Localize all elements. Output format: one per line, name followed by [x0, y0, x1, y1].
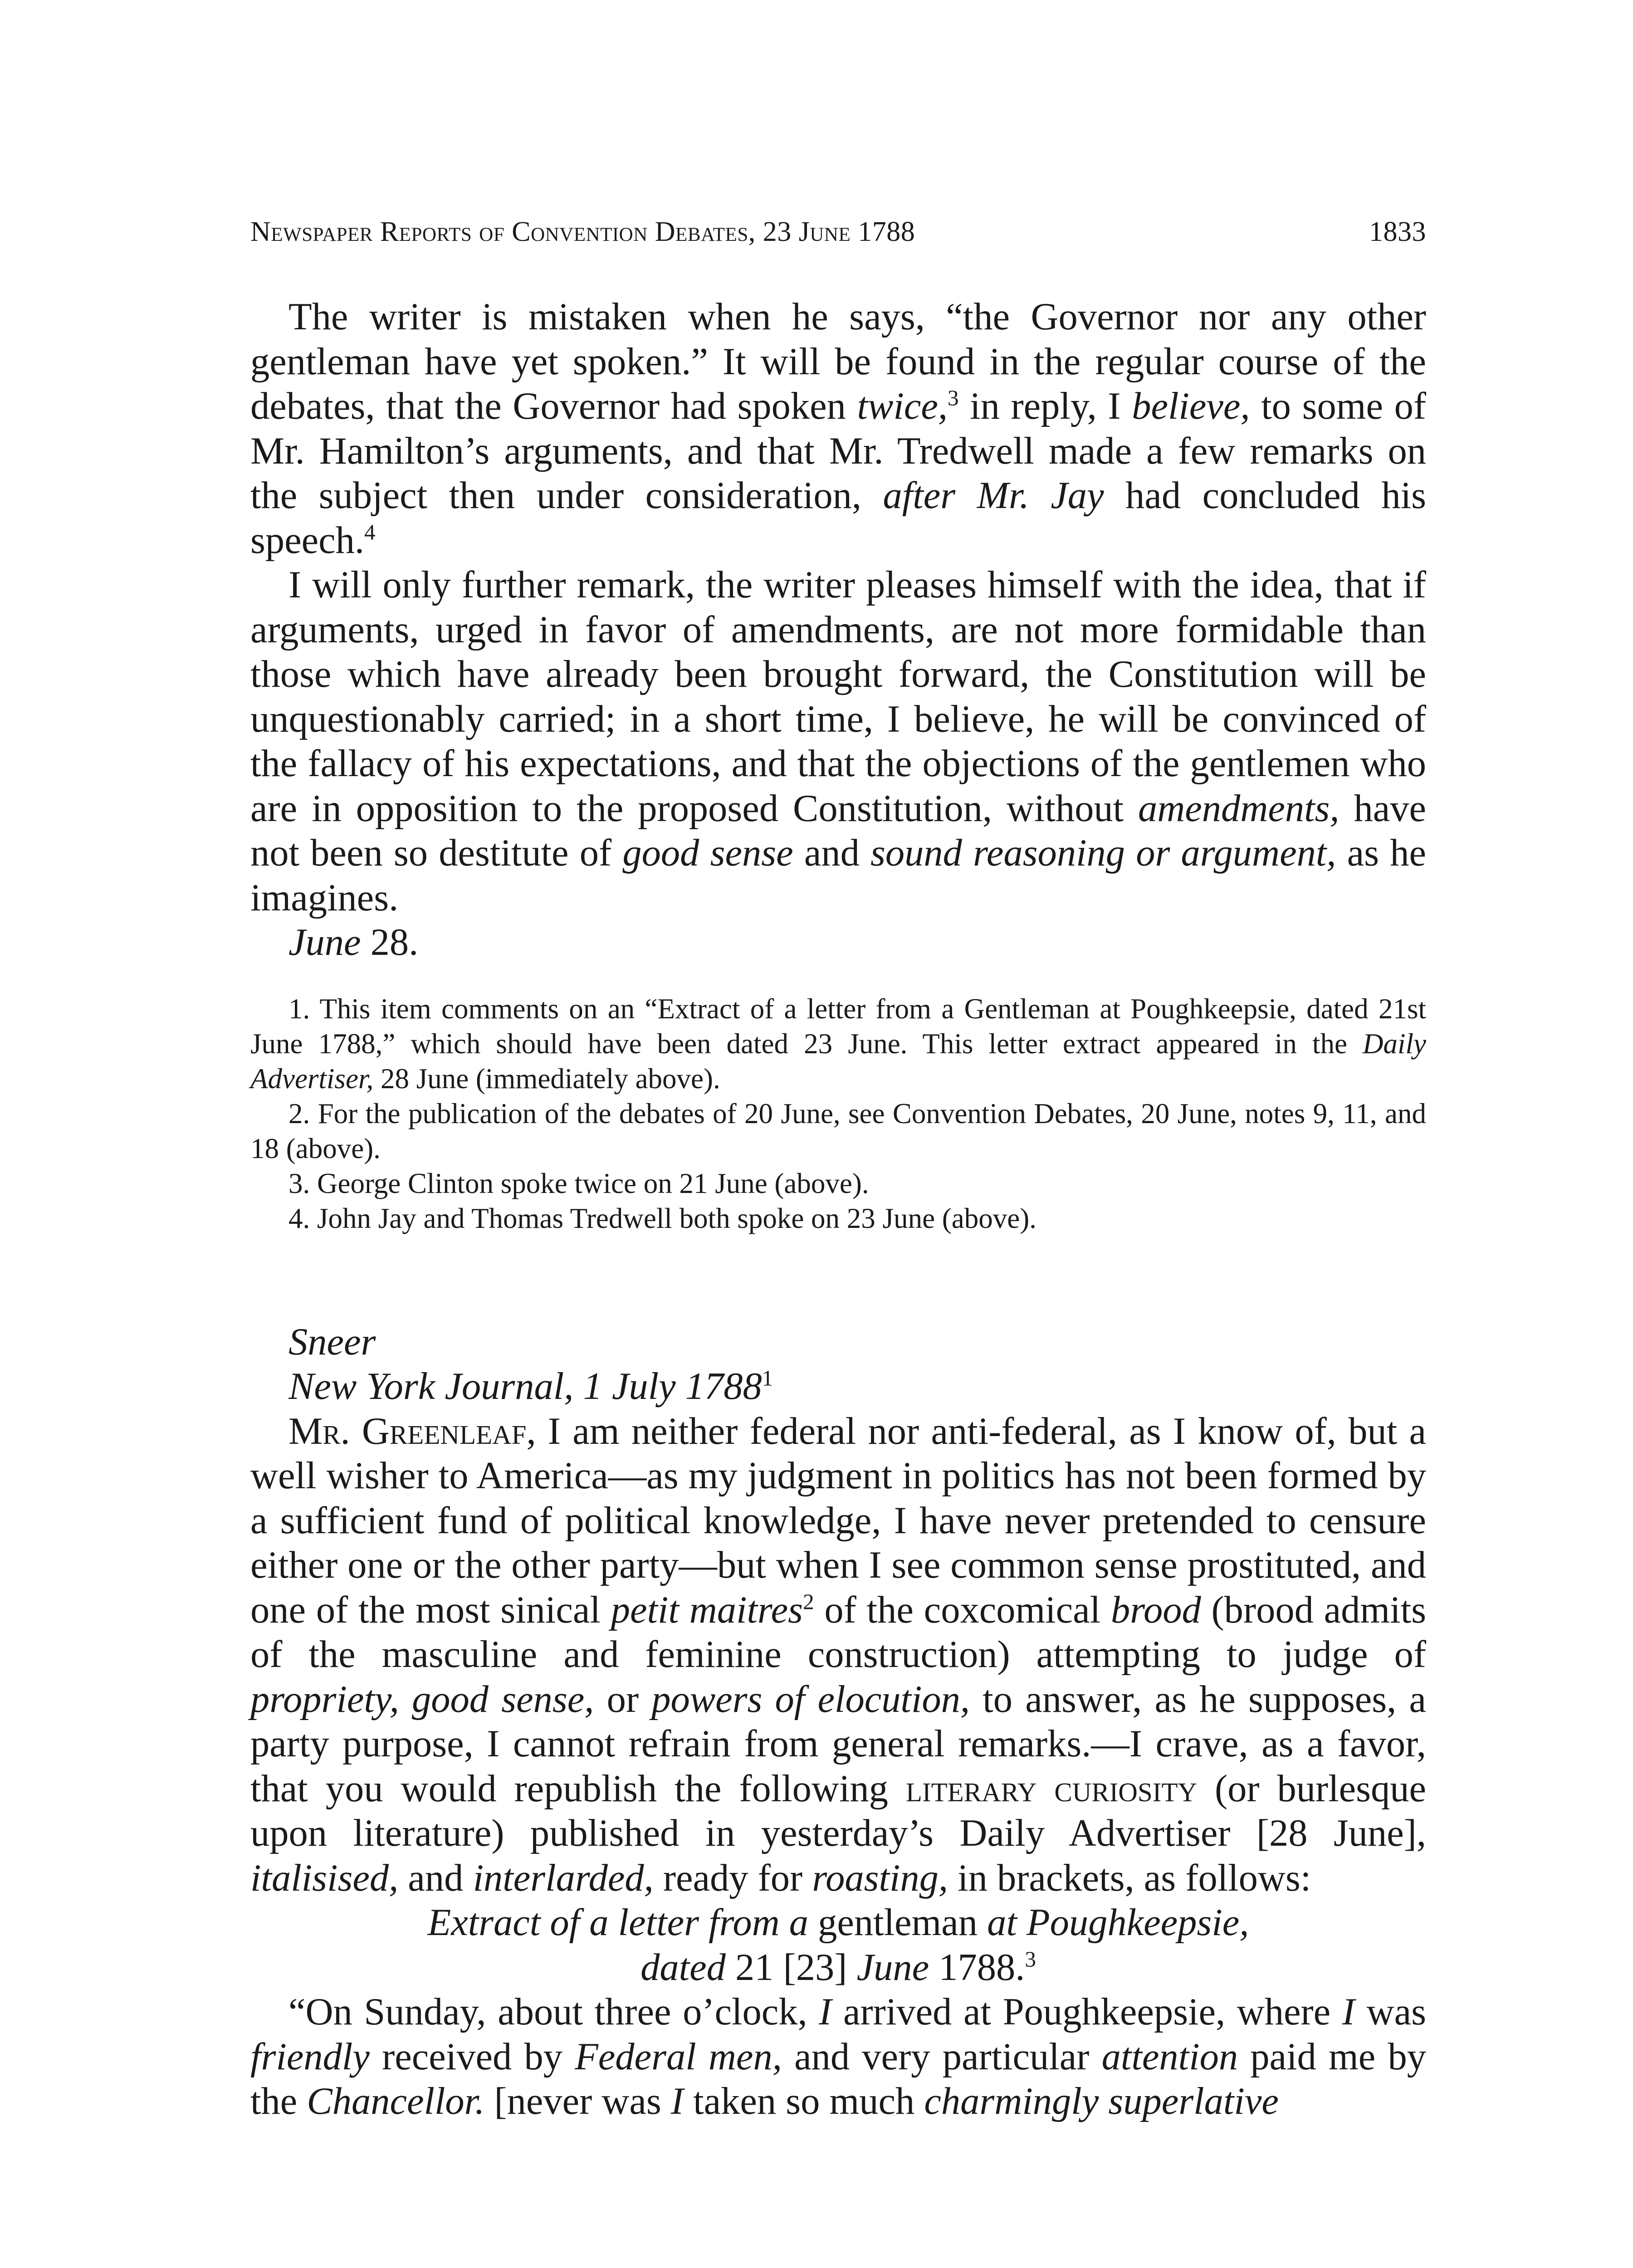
footnote-ref-3: 3 — [947, 385, 959, 411]
paragraph-extract: “On Sunday, about three o’clock, I arrived at Poughkeepsie, where I was friendly received by Federal men, and very particular attention paid me by the Chancellor. [never was I taken so much charmingly superlative — [250, 1991, 1427, 2122]
footnote-3: 3. George Clinton spoke twice on 21 June (above). — [288, 1167, 869, 1199]
footnote-4: 4. John Jay and Thomas Tredwell both spoke on 23 June (above). — [288, 1202, 1037, 1234]
footnote-ref-3b: 3 — [1025, 1946, 1036, 1972]
page-number: 1833 — [1369, 216, 1426, 247]
footnotes — [250, 992, 1426, 1236]
section-source: New York Journal, 1 July 1788$^1$ — [288, 1365, 773, 1408]
footnote-1: 1. This item comments on an “Extract of a letter from a Gentleman at Poughkeepsie, dated 21st June 1788,” which should have been dated 23 June. This letter extract appeared in the Daily Advertiser, 28 June (immediately above). — [250, 992, 1426, 1095]
running-title: Newspaper Reports of Convention Debates, 23 June 1788 — [250, 216, 915, 247]
paragraph-amendments: I will only further remark, the writer pleases himself with the idea, that if arguments, urged in favor of amendments, are not more formidable than those which have already been brought forward, the Constitution will be unquestionably carried; in a short time, I believe, he will be convinced of the fallacy of his expectations, and that the objections of the gentlemen who are in opposition to the proposed Constitution, without amendments, have not been so destitute of good sense and sound reasoning or argument, as he imagines. — [250, 564, 1427, 919]
paragraph-governor: The writer is mistaken when he says, “the Governor nor any other gentleman have yet spoken.” It will be found in the regular course of the debates, that the Governor had spoken twice,$^3$ in reply, I believe, to some of Mr. Hamilton’s arguments, and that Mr. Tredwell made a few remarks on the subject then under consideration, after Mr. Jay had concluded his speech.$^4$ — [250, 296, 1427, 562]
paragraph-greenleaf: Mr. Greenleaf, I am neither federal nor anti-federal, as I know of, but a well wisher to America—as my judgment in politics has not been formed by a sufficient fund of political knowledge, I have never pretended to censure either one or the other party—but when I see common sense prostituted, and one of the most sinical petit maitres$^2$ of the coxcomical brood (brood admits of the masculine and feminine construction) attempting to judge of propriety, good sense, or powers of elocution, to answer, as he supposes, a party purpose, I cannot refrain from general remarks.—I crave, as a favor, that you would republish the following literary curiosity (or burlesque upon literature) published in yesterday’s Daily Advertiser [28 June], italisised, and interlarded, ready for roasting, in brackets, as follows: — [250, 1410, 1427, 1899]
footnote-2: 2. For the publication of the debates of 20 June, see Convention Debates, 20 June, notes 9, 11, and 18 (above). — [250, 1097, 1426, 1164]
running-header — [250, 216, 1426, 248]
page-body — [250, 295, 1426, 2124]
extract-title: Extract of a letter from a gentleman at Poughkeepsie, — [427, 1901, 1249, 1944]
section-heading — [250, 1320, 1426, 1409]
section-kicker: Sneer — [288, 1320, 376, 1363]
dateline: June 28. — [288, 921, 419, 963]
footnote-ref-2: 2 — [803, 1589, 814, 1614]
footnote-ref-4: 4 — [364, 519, 376, 545]
footnote-ref-1: 1 — [762, 1365, 773, 1391]
extract-date: dated 21 [23] June 1788.$^3$ — [640, 1946, 1036, 1989]
